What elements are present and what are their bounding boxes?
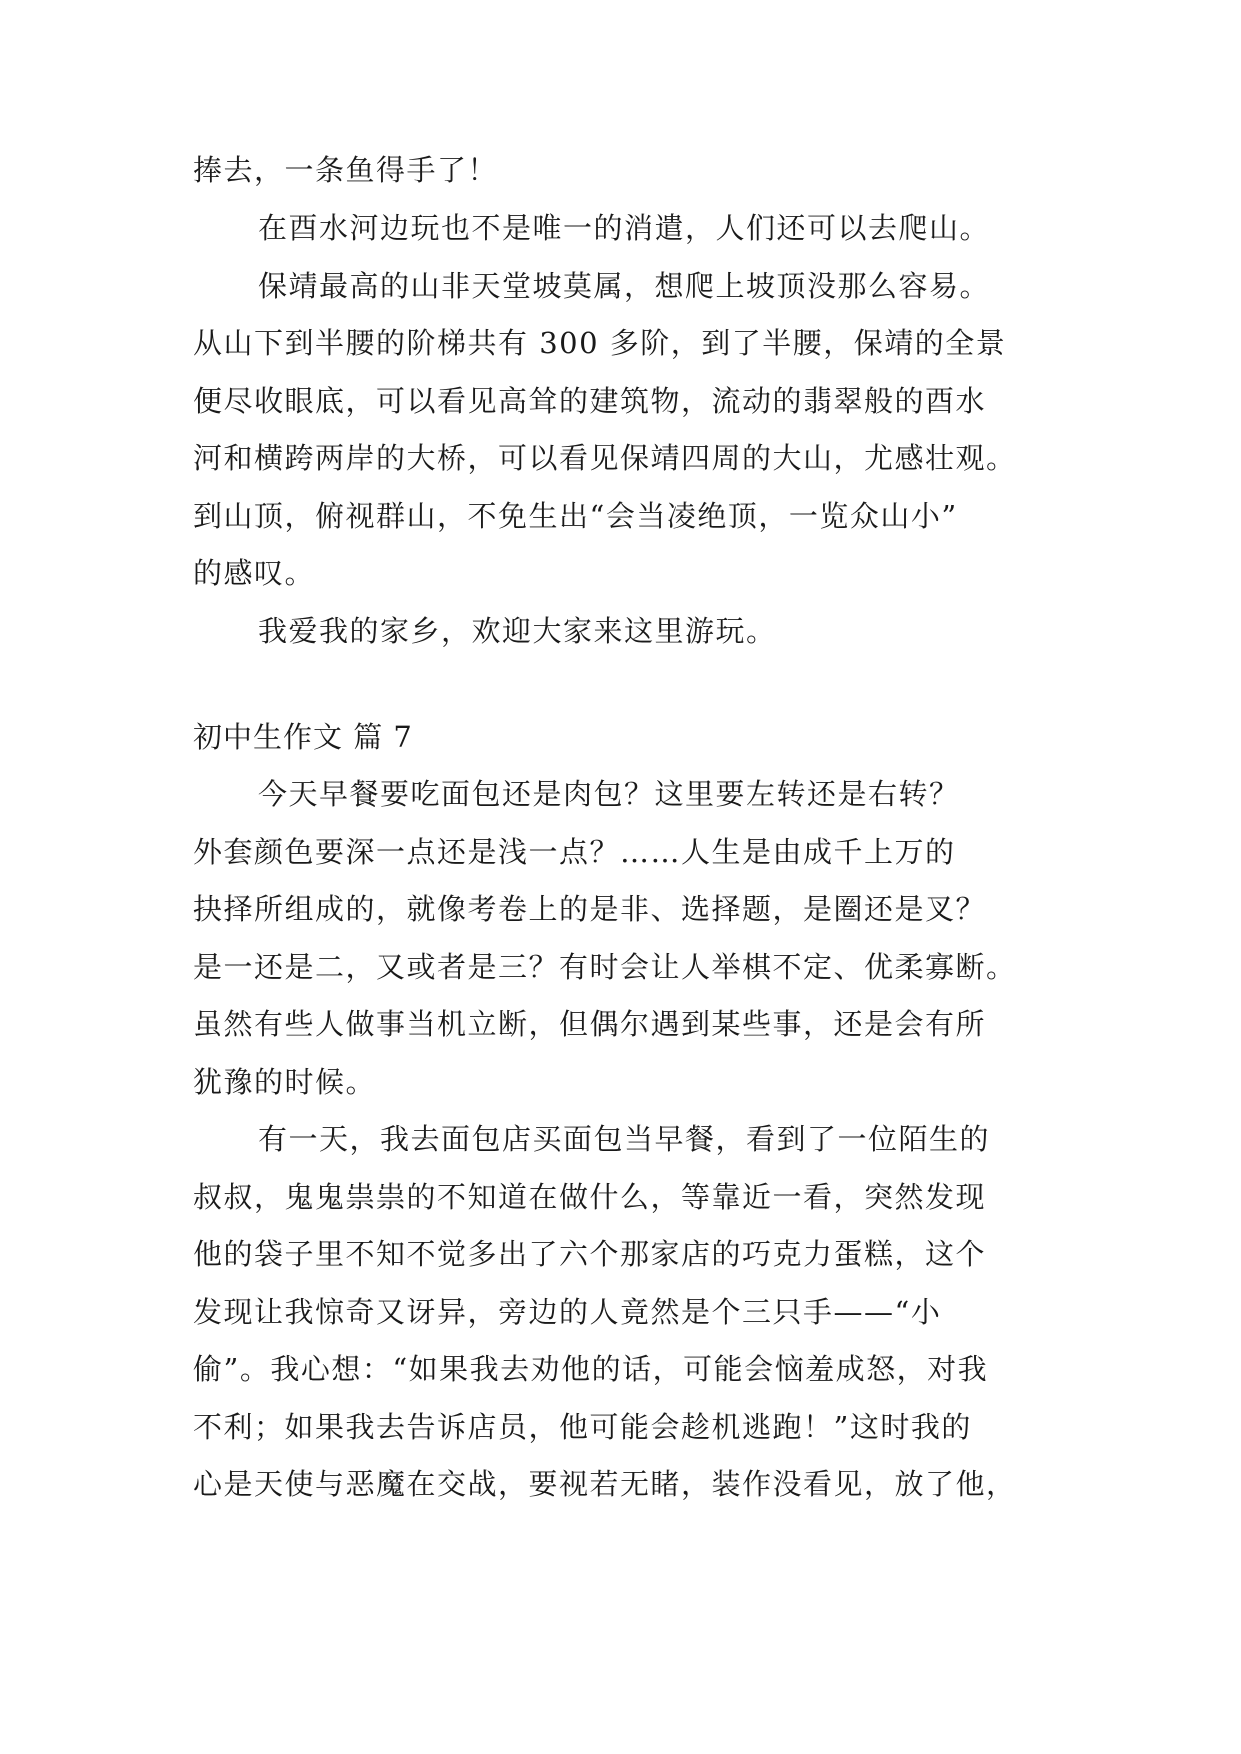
paragraph-line: 河和横跨两岸的大桥，可以看见保靖四周的大山，尤感壮观。: [193, 441, 1017, 475]
paragraph-line: 从山下到半腰的阶梯共有 300 多阶，到了半腰，保靖的全景: [193, 326, 1007, 360]
paragraph-line: 不利；如果我去告诉店员，他可能会趁机逃跑！”这时我的: [193, 1410, 972, 1444]
paragraph-line: 保靖最高的山非天堂坡莫属，想爬上坡顶没那么容易。: [258, 269, 991, 303]
paragraph-line: 到山顶，俯视群山，不免生出“会当凌绝顶，一览众山小”: [193, 499, 958, 533]
paragraph-line: 捧去，一条鱼得手了！: [193, 153, 499, 187]
paragraph-line: 外套颜色要深一点还是浅一点？……人生是由成千上万的: [193, 835, 956, 869]
paragraph-line: 犹豫的时候。: [193, 1065, 377, 1099]
paragraph-line: 发现让我惊奇又讶异，旁边的人竟然是个三只手——“小: [193, 1295, 942, 1329]
paragraph-line: 叔叔，鬼鬼祟祟的不知道在做什么，等靠近一看，突然发现: [193, 1180, 987, 1214]
paragraph-line: 抉择所组成的，就像考卷上的是非、选择题，是圈还是叉？: [193, 892, 987, 926]
paragraph-line: 今天早餐要吃面包还是肉包？这里要左转还是右转？: [258, 777, 960, 811]
paragraph-line: 心是天使与恶魔在交战，要视若无睹，装作没看见，放了他，: [193, 1467, 1017, 1501]
paragraph-line: 便尽收眼底，可以看见高耸的建筑物，流动的翡翠般的酉水: [193, 384, 987, 418]
paragraph-line: 的感叹。: [193, 556, 316, 590]
paragraph-line: 是一还是二，又或者是三？有时会让人举棋不定、优柔寡断。: [193, 950, 1017, 984]
paragraph-line: 偷”。我心想：“如果我去劝他的话，可能会恼羞成怒，对我: [193, 1352, 989, 1386]
section-heading: 初中生作文 篇 7: [193, 720, 413, 754]
paragraph-line: 有一天，我去面包店买面包当早餐，看到了一位陌生的: [258, 1122, 991, 1156]
paragraph-line: 在酉水河边玩也不是唯一的消遣，人们还可以去爬山。: [258, 211, 991, 245]
paragraph-line: 他的袋子里不知不觉多出了六个那家店的巧克力蛋糕，这个: [193, 1237, 987, 1271]
paragraph-line: 虽然有些人做事当机立断，但偶尔遇到某些事，还是会有所: [193, 1007, 987, 1041]
paragraph-line: 我爱我的家乡，欢迎大家来这里游玩。: [258, 614, 777, 648]
